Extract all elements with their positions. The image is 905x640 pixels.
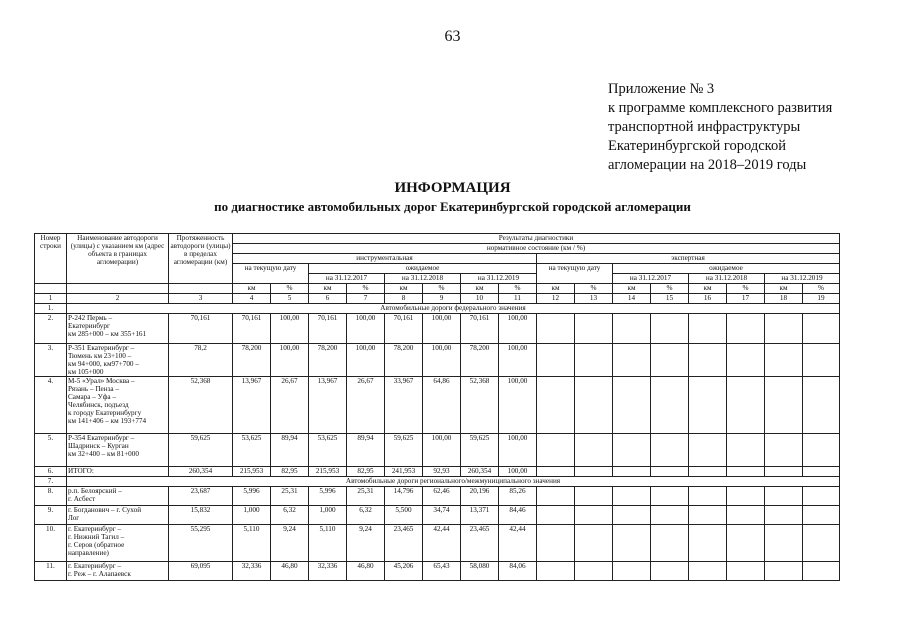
column-number: 2 [67, 294, 169, 304]
unit-km: км [613, 284, 651, 294]
value-cell: 46,80 [271, 562, 309, 581]
empty-cell [765, 377, 803, 434]
section-number: 7. [35, 477, 67, 487]
value-cell: 25,31 [347, 487, 385, 506]
value-cell: 23,465 [385, 525, 423, 562]
unit-pct: % [803, 284, 840, 294]
column-number: 11 [499, 294, 537, 304]
value-cell: 20,196 [461, 487, 499, 506]
empty-cell [651, 344, 689, 377]
header-2019-instr: на 31.12.2019 [461, 274, 537, 284]
header-2017-instr: на 31.12.2017 [309, 274, 385, 284]
header-normative: нормативное состояние (км / %) [233, 244, 840, 254]
page-number: 63 [444, 28, 461, 45]
empty-cell [689, 314, 727, 344]
empty-cell [727, 487, 765, 506]
empty-cell [689, 467, 727, 477]
column-number: 7 [347, 294, 385, 304]
empty-cell [803, 467, 840, 477]
value-cell: 100,00 [347, 314, 385, 344]
header-results: Результаты диагностики [233, 234, 840, 244]
value-cell: 5,110 [233, 525, 271, 562]
empty-cell [765, 487, 803, 506]
table-row [35, 434, 840, 467]
value-cell: 100,00 [499, 314, 537, 344]
column-number: 12 [537, 294, 575, 304]
table-row [35, 525, 840, 562]
value-cell: 34,74 [423, 506, 461, 525]
empty-cell [537, 467, 575, 477]
empty-cell [575, 487, 613, 506]
value-cell: 100,00 [423, 314, 461, 344]
road-name: М-5 «Урал» Москва – Рязань – Пенза – Самара – Уфа – Челябинск, подъезд к городу Екатеринбургу км 141+406 – км 193+774 [67, 377, 169, 434]
value-cell: 100,00 [499, 377, 537, 434]
unit-pct: % [727, 284, 765, 294]
empty-cell [613, 487, 651, 506]
empty-cell [765, 314, 803, 344]
value-cell: 100,00 [423, 434, 461, 467]
road-length: 15,832 [169, 506, 233, 525]
empty-cell [689, 506, 727, 525]
unit-km: км [765, 284, 803, 294]
value-cell: 100,00 [271, 314, 309, 344]
value-cell: 78,200 [309, 344, 347, 377]
value-cell: 13,967 [309, 377, 347, 434]
empty-cell [613, 377, 651, 434]
empty-cell [727, 525, 765, 562]
value-cell: 25,31 [271, 487, 309, 506]
section-regional: Автомобильные дороги регионального/межмуниципального значения [67, 477, 840, 487]
empty-cell [575, 506, 613, 525]
empty-cell [765, 525, 803, 562]
value-cell: 13,371 [461, 506, 499, 525]
road-length: 78,2 [169, 344, 233, 377]
unit-km: км [233, 284, 271, 294]
header-current-instr: на текущую дату [233, 264, 309, 284]
value-cell: 14,796 [385, 487, 423, 506]
road-name: ИТОГО: [67, 467, 169, 477]
value-cell: 1,000 [233, 506, 271, 525]
empty-cell [613, 506, 651, 525]
section-federal: Автомобильные дороги федерального значения [67, 304, 840, 314]
table-row [35, 314, 840, 344]
empty-cell [803, 487, 840, 506]
unit-pct: % [423, 284, 461, 294]
row-number: 8. [35, 487, 67, 506]
table-row [35, 506, 840, 525]
value-cell: 6,32 [271, 506, 309, 525]
empty-cell [651, 434, 689, 467]
header-length: Протяженность автодороги (улицы) в пределах агломерации (км) [169, 234, 233, 284]
value-cell: 100,00 [499, 434, 537, 467]
value-cell: 5,996 [233, 487, 271, 506]
value-cell: 46,80 [347, 562, 385, 581]
empty-cell [537, 377, 575, 434]
value-cell: 45,206 [385, 562, 423, 581]
header-2019-expert: на 31.12.2019 [765, 274, 840, 284]
empty-cell [727, 562, 765, 581]
value-cell: 52,368 [461, 377, 499, 434]
table-row [35, 344, 840, 377]
road-length: 55,295 [169, 525, 233, 562]
value-cell: 241,953 [385, 467, 423, 477]
empty-cell [651, 377, 689, 434]
row-number: 6. [35, 467, 67, 477]
header-expert: экспертная [537, 254, 840, 264]
document-subtitle: по диагностике автомобильных дорог Екатеринбургской городской агломерации [214, 199, 691, 214]
road-length: 70,161 [169, 314, 233, 344]
row-number: 5. [35, 434, 67, 467]
empty-cell [803, 434, 840, 467]
value-cell: 58,080 [461, 562, 499, 581]
empty-cell [727, 506, 765, 525]
empty-cell [575, 562, 613, 581]
column-number: 4 [233, 294, 271, 304]
value-cell: 78,200 [461, 344, 499, 377]
empty-cell [765, 562, 803, 581]
value-cell: 5,110 [309, 525, 347, 562]
value-cell: 59,625 [385, 434, 423, 467]
value-cell: 100,00 [499, 467, 537, 477]
column-number: 10 [461, 294, 499, 304]
empty-cell [727, 344, 765, 377]
value-cell: 78,200 [385, 344, 423, 377]
unit-km: км [309, 284, 347, 294]
unit-pct: % [271, 284, 309, 294]
table-row [35, 467, 840, 477]
section-number: 1. [35, 304, 67, 314]
empty-cell [537, 525, 575, 562]
column-number: 19 [803, 294, 840, 304]
empty-cell [765, 467, 803, 477]
value-cell: 260,354 [461, 467, 499, 477]
empty-cell [651, 314, 689, 344]
value-cell: 65,43 [423, 562, 461, 581]
empty-cell [651, 467, 689, 477]
unit-km: км [385, 284, 423, 294]
value-cell: 62,46 [423, 487, 461, 506]
column-number: 8 [385, 294, 423, 304]
value-cell: 89,94 [271, 434, 309, 467]
header-2018-instr: на 31.12.2018 [385, 274, 461, 284]
empty-cell [689, 525, 727, 562]
row-number: 2. [35, 314, 67, 344]
empty-cell [803, 344, 840, 377]
empty-cell [689, 487, 727, 506]
unit-blank [67, 284, 169, 294]
road-name: Р-242 Пермь – Екатеринбург км 285+000 – км 355+161 [67, 314, 169, 344]
value-cell: 215,953 [309, 467, 347, 477]
empty-cell [689, 562, 727, 581]
value-cell: 23,465 [461, 525, 499, 562]
empty-cell [537, 314, 575, 344]
column-number: 3 [169, 294, 233, 304]
header-instrumental: инструментальная [233, 254, 537, 264]
empty-cell [613, 344, 651, 377]
value-cell: 70,161 [461, 314, 499, 344]
value-cell: 70,161 [385, 314, 423, 344]
empty-cell [689, 377, 727, 434]
empty-cell [651, 525, 689, 562]
value-cell: 64,86 [423, 377, 461, 434]
empty-cell [689, 434, 727, 467]
value-cell: 1,000 [309, 506, 347, 525]
header-2017-expert: на 31.12.2017 [613, 274, 689, 284]
unit-km: км [689, 284, 727, 294]
column-number: 5 [271, 294, 309, 304]
table-row [35, 377, 840, 434]
header-road-name: Наименование автодороги (улицы) с указанием км (адрес объекта в границах агломерации) [67, 234, 169, 284]
empty-cell [765, 506, 803, 525]
empty-cell [651, 487, 689, 506]
column-number: 13 [575, 294, 613, 304]
column-number: 16 [689, 294, 727, 304]
column-number: 1 [35, 294, 67, 304]
value-cell: 9,24 [347, 525, 385, 562]
empty-cell [727, 467, 765, 477]
document-title: ИНФОРМАЦИЯ [394, 180, 511, 196]
road-length: 52,368 [169, 377, 233, 434]
empty-cell [613, 434, 651, 467]
value-cell: 82,95 [347, 467, 385, 477]
empty-cell [537, 434, 575, 467]
empty-cell [803, 506, 840, 525]
empty-cell [537, 487, 575, 506]
row-number: 4. [35, 377, 67, 434]
value-cell: 5,500 [385, 506, 423, 525]
empty-cell [575, 314, 613, 344]
empty-cell [803, 562, 840, 581]
table-row [35, 562, 840, 581]
value-cell: 53,625 [309, 434, 347, 467]
empty-cell [613, 467, 651, 477]
empty-cell [765, 434, 803, 467]
unit-pct: % [347, 284, 385, 294]
empty-cell [613, 562, 651, 581]
value-cell: 82,95 [271, 467, 309, 477]
value-cell: 100,00 [347, 344, 385, 377]
value-cell: 6,32 [347, 506, 385, 525]
value-cell: 42,44 [423, 525, 461, 562]
empty-cell [575, 525, 613, 562]
empty-cell [727, 314, 765, 344]
value-cell: 92,93 [423, 467, 461, 477]
road-length: 23,687 [169, 487, 233, 506]
value-cell: 100,00 [271, 344, 309, 377]
unit-pct: % [651, 284, 689, 294]
value-cell: 33,967 [385, 377, 423, 434]
unit-pct: % [499, 284, 537, 294]
empty-cell [537, 344, 575, 377]
header-current-expert: на текущую дату [537, 264, 613, 284]
empty-cell [575, 377, 613, 434]
value-cell: 59,625 [461, 434, 499, 467]
column-number: 9 [423, 294, 461, 304]
column-number: 6 [309, 294, 347, 304]
value-cell: 70,161 [233, 314, 271, 344]
header-row-no: Номер строки [35, 234, 67, 284]
value-cell: 70,161 [309, 314, 347, 344]
unit-blank [169, 284, 233, 294]
road-name: Р-354 Екатеринбург – Шадринск – Курган км 32+400 – км 81+000 [67, 434, 169, 467]
unit-pct: % [575, 284, 613, 294]
value-cell: 100,00 [499, 344, 537, 377]
value-cell: 84,46 [499, 506, 537, 525]
empty-cell [575, 467, 613, 477]
value-cell: 26,67 [271, 377, 309, 434]
road-name: р.п. Белоярский – г. Асбест [67, 487, 169, 506]
empty-cell [727, 434, 765, 467]
column-number: 17 [727, 294, 765, 304]
value-cell: 84,06 [499, 562, 537, 581]
value-cell: 89,94 [347, 434, 385, 467]
value-cell: 32,336 [309, 562, 347, 581]
road-name: г. Екатеринбург – г. Нижний Тагил – г. Серов (обратное направление) [67, 525, 169, 562]
road-name: г. Екатеринбург – г. Реж – г. Алапаевск [67, 562, 169, 581]
header-2018-expert: на 31.12.2018 [689, 274, 765, 284]
empty-cell [803, 525, 840, 562]
value-cell: 26,67 [347, 377, 385, 434]
empty-cell [613, 314, 651, 344]
empty-cell [651, 562, 689, 581]
road-name: Р-351 Екатеринбург – Тюмень км 23+100 – км 94+000, км97+700 – км 105+000 [67, 344, 169, 377]
value-cell: 13,967 [233, 377, 271, 434]
unit-blank [35, 284, 67, 294]
empty-cell [727, 377, 765, 434]
empty-cell [575, 434, 613, 467]
empty-cell [613, 525, 651, 562]
row-number: 3. [35, 344, 67, 377]
value-cell: 100,00 [423, 344, 461, 377]
unit-km: км [461, 284, 499, 294]
value-cell: 32,336 [233, 562, 271, 581]
value-cell: 215,953 [233, 467, 271, 477]
value-cell: 85,26 [499, 487, 537, 506]
row-number: 11. [35, 562, 67, 581]
value-cell: 42,44 [499, 525, 537, 562]
empty-cell [765, 344, 803, 377]
road-name: г. Богданович – г. Сухой Лог [67, 506, 169, 525]
value-cell: 9,24 [271, 525, 309, 562]
empty-cell [803, 314, 840, 344]
value-cell: 5,996 [309, 487, 347, 506]
empty-cell [575, 344, 613, 377]
column-number: 14 [613, 294, 651, 304]
empty-cell [689, 344, 727, 377]
road-length: 260,354 [169, 467, 233, 477]
header-expected-expert: ожидаемое [613, 264, 840, 274]
empty-cell [651, 506, 689, 525]
value-cell: 78,200 [233, 344, 271, 377]
table-row [35, 487, 840, 506]
empty-cell [803, 377, 840, 434]
header-expected-instr: ожидаемое [309, 264, 537, 274]
row-number: 9. [35, 506, 67, 525]
appendix-note: Приложение № 3 к программе комплексного развития транспортной инфраструктуры Екатеринбургской городской агломерации на 2018–2019 годы [608, 81, 833, 173]
unit-km: км [537, 284, 575, 294]
column-number: 18 [765, 294, 803, 304]
column-number: 15 [651, 294, 689, 304]
empty-cell [537, 562, 575, 581]
road-length: 69,095 [169, 562, 233, 581]
diagnostics-table [34, 233, 840, 581]
road-length: 59,625 [169, 434, 233, 467]
empty-cell [537, 506, 575, 525]
row-number: 10. [35, 525, 67, 562]
value-cell: 53,625 [233, 434, 271, 467]
